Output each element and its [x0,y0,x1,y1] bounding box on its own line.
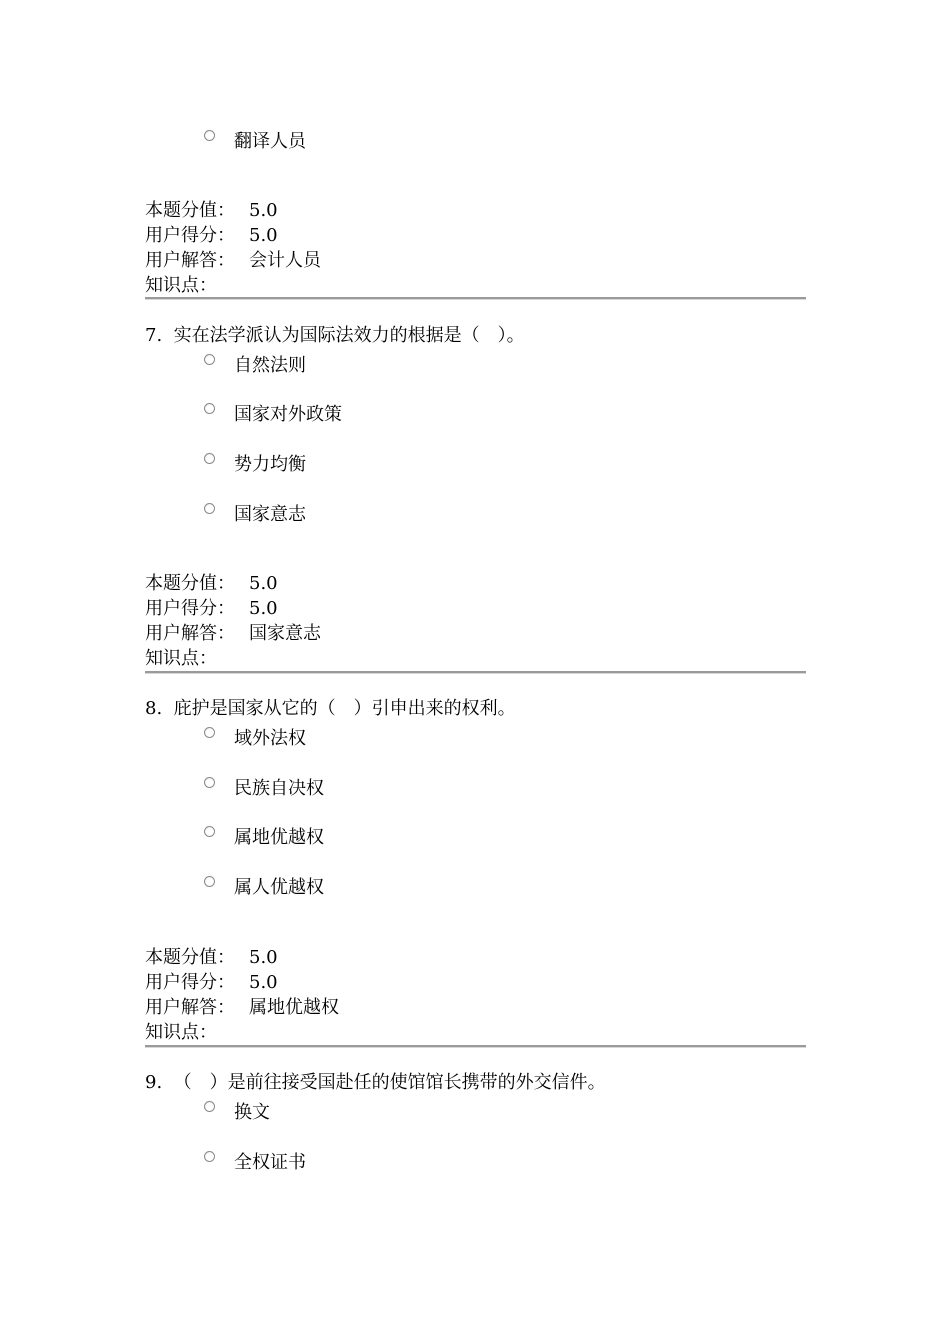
radio-button[interactable] [204,503,215,514]
user-answer-value: 属地优越权 [249,997,339,1018]
user-answer-label: 用户解答： [145,623,235,644]
user-answer-line [145,250,321,272]
score-label: 本题分值： [145,573,235,594]
user-score-line [145,598,278,620]
option-label: 国家意志 [234,504,306,525]
radio-button[interactable] [204,453,215,464]
option-label: 势力均衡 [234,454,306,475]
score-line [145,200,278,222]
radio-button[interactable] [204,1151,215,1162]
user-score-value: 5.0 [249,598,278,619]
question-number: 7. [145,325,163,346]
radio-button[interactable] [204,1101,215,1112]
divider [145,1045,806,1048]
radio-button[interactable] [204,777,215,788]
radio-button[interactable] [204,354,215,365]
user-score-label: 用户得分： [145,972,235,993]
radio-button[interactable] [204,130,215,141]
option-label: 属人优越权 [234,877,324,898]
user-answer-line [145,997,339,1019]
knowledge-label: 知识点： [145,1022,217,1043]
option-label: 民族自决权 [234,778,324,799]
user-answer-value: 国家意志 [249,623,321,644]
question-title [145,325,525,347]
divider [145,297,806,300]
score-label: 本题分值： [145,200,235,221]
option-label: 属地优越权 [234,827,324,848]
user-score-line [145,972,278,994]
radio-button[interactable] [204,403,215,414]
score-label: 本题分值： [145,947,235,968]
user-score-value: 5.0 [249,225,278,246]
question-number: 8. [145,698,163,719]
question-text: 实在法学派认为国际法效力的根据是（ ）。 [173,325,525,346]
radio-button[interactable] [204,826,215,837]
question-text: 庇护是国家从它的（ ）引申出来的权利。 [173,698,516,719]
question-number: 9. [145,1072,163,1093]
option-label: 自然法则 [234,355,306,376]
knowledge-label: 知识点： [145,275,217,296]
user-answer-label: 用户解答： [145,250,235,271]
question-title [145,1072,606,1094]
knowledge-line [145,648,249,670]
score-line [145,947,278,969]
score-value: 5.0 [249,200,278,221]
knowledge-line [145,1022,249,1044]
radio-button[interactable] [204,727,215,738]
option-label: 域外法权 [234,728,306,749]
knowledge-line [145,275,249,297]
question-title [145,698,516,720]
user-score-line [145,225,278,247]
question-text: （ ）是前往接受国赴任的使馆馆长携带的外交信件。 [173,1072,606,1093]
score-value: 5.0 [249,573,278,594]
score-line [145,573,278,595]
option-label: 国家对外政策 [234,404,342,425]
divider [145,671,806,674]
option-label: 全权证书 [234,1152,306,1173]
score-value: 5.0 [249,947,278,968]
user-answer-line [145,623,321,645]
user-answer-label: 用户解答： [145,997,235,1018]
radio-button[interactable] [204,876,215,887]
option-label: 换文 [234,1102,270,1123]
user-score-label: 用户得分： [145,598,235,619]
user-score-label: 用户得分： [145,225,235,246]
user-score-value: 5.0 [249,972,278,993]
knowledge-label: 知识点： [145,648,217,669]
option-label: 翻译人员 [234,131,306,152]
user-answer-value: 会计人员 [249,250,321,271]
